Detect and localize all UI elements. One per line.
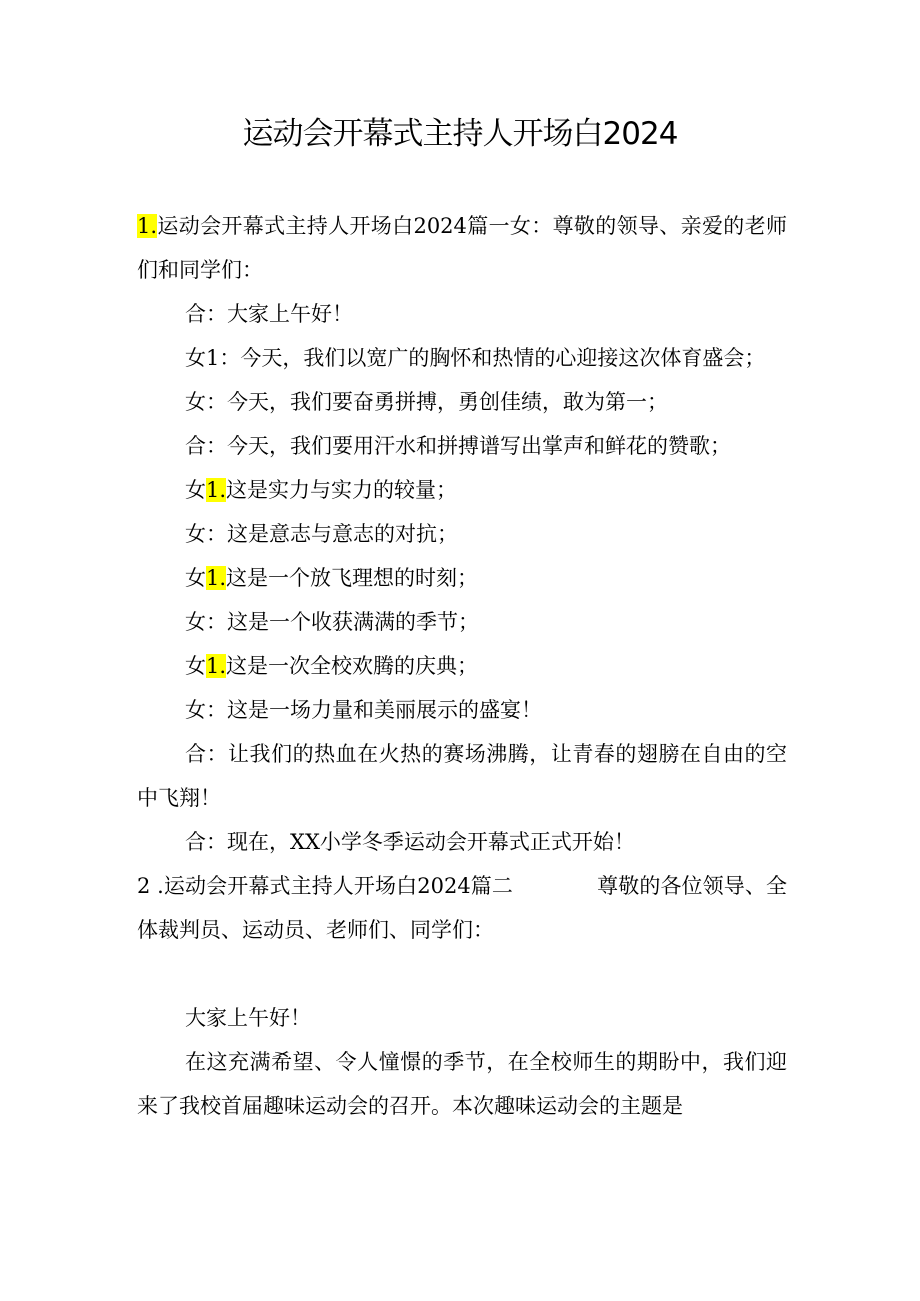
dialogue-text: 这是一次全校欢腾的庆典；: [226, 654, 479, 678]
highlighted-marker: 1.: [206, 478, 227, 502]
dialogue-text: 这是实力与实力的较量；: [226, 478, 458, 502]
section2-heading: 2 .运动会开幕式主持人开场白2024篇二: [137, 874, 514, 898]
blank-line: [137, 952, 787, 996]
document-body: [137, 204, 787, 1128]
dialogue-line: 合：大家上午好！: [185, 302, 353, 326]
speaker-label: 女: [185, 478, 206, 502]
dialogue-line: 女：这是意志与意志的对抗；: [185, 522, 458, 546]
dialogue-line: 合：让我们的热血在火热的赛场沸腾，让青春的翅膀在自由的空中飞翔！: [137, 742, 787, 810]
dialogue-line: 合：现在，XX小学冬季运动会开幕式正式开始！: [185, 830, 635, 854]
dialogue-line: [137, 644, 787, 688]
document-title: 运动会开幕式主持人开场白2024: [242, 116, 678, 152]
highlighted-number: 1.: [137, 214, 158, 238]
dialogue-line: [137, 556, 787, 600]
speaker-label: 女: [185, 654, 206, 678]
paragraph: 在这充满希望、令人憧憬的季节，在全校师生的期盼中，我们迎来了我校首届趣味运动会的召开。本次趣味运动会的主题是: [137, 1050, 787, 1118]
dialogue-line: 合：今天，我们要用汗水和拼搏谱写出掌声和鲜花的赞歌；: [185, 434, 731, 458]
highlighted-marker: 1.: [206, 566, 227, 590]
section2-intro: [137, 864, 787, 952]
paragraph: 大家上午好！: [185, 1006, 311, 1030]
dialogue-text: 这是一个放飞理想的时刻；: [226, 566, 479, 590]
dialogue-line: [137, 468, 787, 512]
section1-heading-text: 运动会开幕式主持人开场白2024篇一女：尊敬的领导、亲爱的老师们和同学们：: [137, 214, 787, 282]
highlighted-marker: 1.: [206, 654, 227, 678]
dialogue-line: 女：这是一个收获满满的季节；: [185, 610, 479, 634]
dialogue-line: 女1：今天，我们以宽广的胸怀和热情的心迎接这次体育盛会；: [185, 346, 766, 370]
speaker-label: 女: [185, 566, 206, 590]
section2-greeting: 尊敬的各位领导、全体裁判员、运动员、老师们、同学们：: [137, 874, 787, 942]
dialogue-line: 女：这是一场力量和美丽展示的盛宴！: [185, 698, 542, 722]
dialogue-line: 女：今天，我们要奋勇拼搏，勇创佳绩，敢为第一；: [185, 390, 668, 414]
section1-intro: [137, 204, 787, 292]
